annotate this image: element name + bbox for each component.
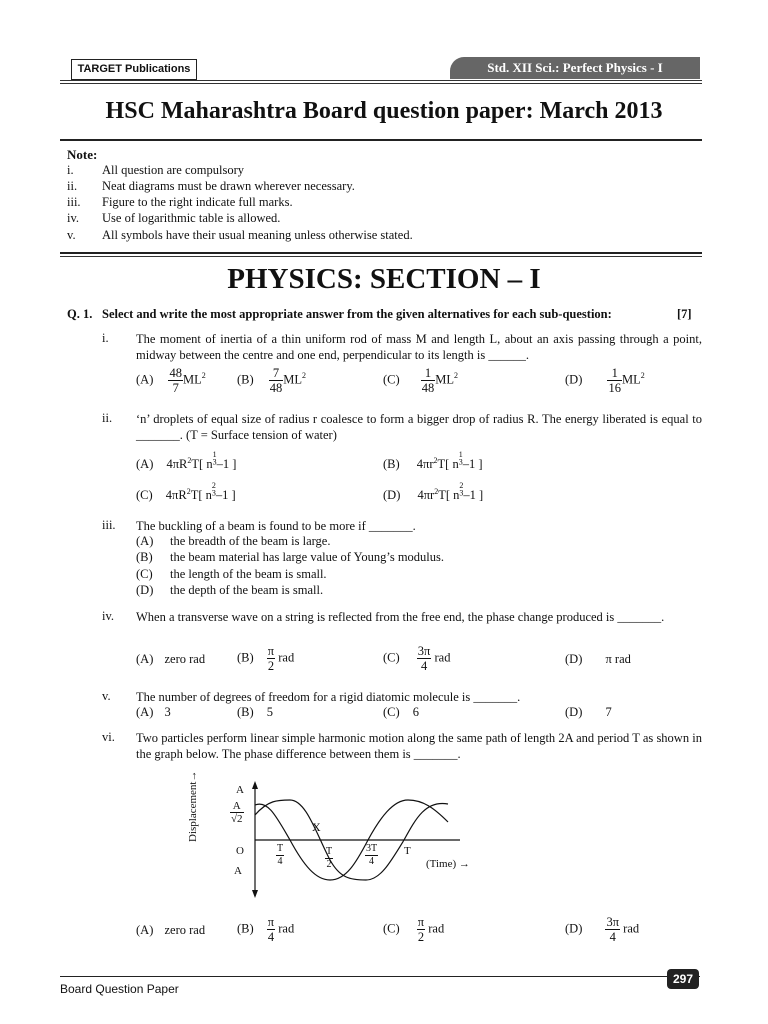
graph-x-label: X (312, 820, 321, 834)
question-number: iv. (102, 609, 115, 623)
option-d: (D) π rad (565, 652, 631, 666)
option-b: (B) $\frac{\pi}{4}$ rad (237, 915, 295, 944)
shm-graph (198, 778, 468, 898)
note-num: iv. (67, 211, 80, 225)
option-d: (D) the depth of the beam is small. (136, 583, 324, 597)
note-item (67, 228, 413, 243)
question-text: When a transverse wave on a string is reflected from the free end, the phase change produced is _______. (136, 610, 665, 624)
option-b: (B) 5 (237, 705, 274, 719)
y-axis-arrow-down (252, 890, 258, 898)
q1-label: Q. 1. (67, 307, 93, 321)
note-text: Use of logarithmic table is allowed. (102, 211, 281, 225)
page-title: HSC Maharashtra Board question paper: March 2013 (105, 98, 663, 124)
graph-a-top: A (236, 784, 244, 796)
option-c: (C) 6 (383, 705, 420, 719)
option-b: (B) $4\pi r^2T$[ n 1 3–1 ] (383, 450, 483, 471)
q1-text: Select and write the most appropriate answer from the given alternatives for each sub-question: (102, 307, 612, 321)
publisher-label: TARGET Publications (71, 59, 197, 80)
header-rule-2 (60, 83, 702, 84)
question-text: The buckling of a beam is found to be more if _______. (136, 519, 416, 533)
graph-origin: O (236, 845, 244, 857)
footer-text: Board Question Paper (60, 982, 179, 996)
note-text: All symbols have their usual meaning unless otherwise stated. (102, 228, 413, 242)
note-text: Neat diagrams must be drawn wherever necessary. (102, 179, 355, 193)
graph-a-root: $\frac{A}{√2}$ (231, 800, 243, 825)
page-number: 297 (667, 969, 699, 989)
question-text: Two particles perform linear simple harmonic motion along the same path of length 2A and period T as shown in the graph below. The phase difference between them is _______. (136, 731, 702, 761)
option-c: (C) the length of the beam is small. (136, 567, 327, 581)
option-d: (D) 7 (565, 705, 612, 719)
tick-t-4: $\frac{T}{4}$ (277, 843, 284, 867)
note-num: ii. (67, 179, 78, 193)
option-d: (D) $4\pi r^2T$[ n 2 3–1 ] (383, 481, 484, 502)
question-text: The moment of inertia of a thin uniform rod of mass M and length L, about an axis passing through a point, midway between the centre and one end, perpendicular to its length is ______. (136, 332, 702, 362)
option-a: (A) zero rad (136, 923, 206, 937)
tick-t-2: $\frac{T}{2}$ (326, 846, 333, 870)
option-d: (D) $\frac{1}{16}$ $ML^2$ (565, 366, 645, 395)
option-c: (C) $4\pi R^2T$[ n 2 3–1 ] (136, 481, 236, 502)
option-a: (A) zero rad (136, 652, 206, 666)
y-axis-arrow-up (252, 781, 258, 789)
note-num: i. (67, 163, 74, 177)
note-text: All question are compulsory (102, 163, 244, 177)
question-text: ‘n’ droplets of equal size of radius r coalesce to form a bigger drop of radius R. The energy liberated is equal to _______. (T = Surface tension of water) (136, 412, 702, 442)
note-item (67, 211, 280, 226)
note-rule (60, 252, 702, 254)
option-c: (C) $\frac{\pi}{2}$ rad (383, 915, 445, 944)
option-b: (B) $\frac{\pi}{2}$ rad (237, 644, 295, 673)
question-text: The number of degrees of freedom for a rigid diatomic molecule is _______. (136, 690, 521, 704)
option-a: (A) $4\pi R^2T$[ n 1 3–1 ] (136, 450, 237, 471)
question-number: vi. (102, 730, 115, 744)
note-text: Figure to the right indicate full marks. (102, 195, 293, 209)
option-c: (C) $\frac{3\pi}{4}$ rad (383, 644, 451, 673)
note-item (67, 163, 244, 178)
option-b: (B) $\frac{7}{48}$ $ML^2$ (237, 366, 307, 395)
q1-instruction (67, 307, 612, 322)
option-a: (A) $\frac{48}{7}$ $ML^2$ (136, 366, 206, 395)
question-number: ii. (102, 411, 113, 425)
question-number: iii. (102, 518, 116, 532)
title-rule (60, 139, 702, 141)
note-num: iii. (67, 195, 81, 209)
option-b: (B) the beam material has large value of Young’s modulus. (136, 550, 445, 564)
note-item (67, 179, 355, 194)
graph-a-bottom: A (234, 865, 242, 877)
note-heading: Note: (67, 147, 98, 162)
tick-3t-4: $\frac{3T}{4}$ (366, 843, 378, 867)
option-a: (A) the breadth of the beam is large. (136, 534, 331, 548)
note-num: v. (67, 228, 76, 242)
note-rule-2 (60, 256, 702, 257)
option-d: (D) $\frac{3\pi}{4}$ rad (565, 915, 640, 944)
footer-rule (60, 976, 700, 977)
option-a: (A) 3 (136, 705, 171, 719)
question-number: i. (102, 331, 109, 345)
q1-marks: [7] (677, 307, 692, 321)
book-title-badge: Std. XII Sci.: Perfect Physics - I (450, 57, 700, 79)
section-title: PHYSICS: SECTION – I (227, 263, 541, 295)
header-rule (60, 80, 702, 81)
option-c: (C) $\frac{1}{48}$ $ML^2$ (383, 366, 459, 395)
question-number: v. (102, 689, 111, 703)
note-item (67, 195, 293, 210)
graph-xlabel: (Time) → (426, 858, 470, 870)
graph-ylabel: Displacement→ (187, 770, 199, 842)
tick-t: T (404, 845, 411, 857)
